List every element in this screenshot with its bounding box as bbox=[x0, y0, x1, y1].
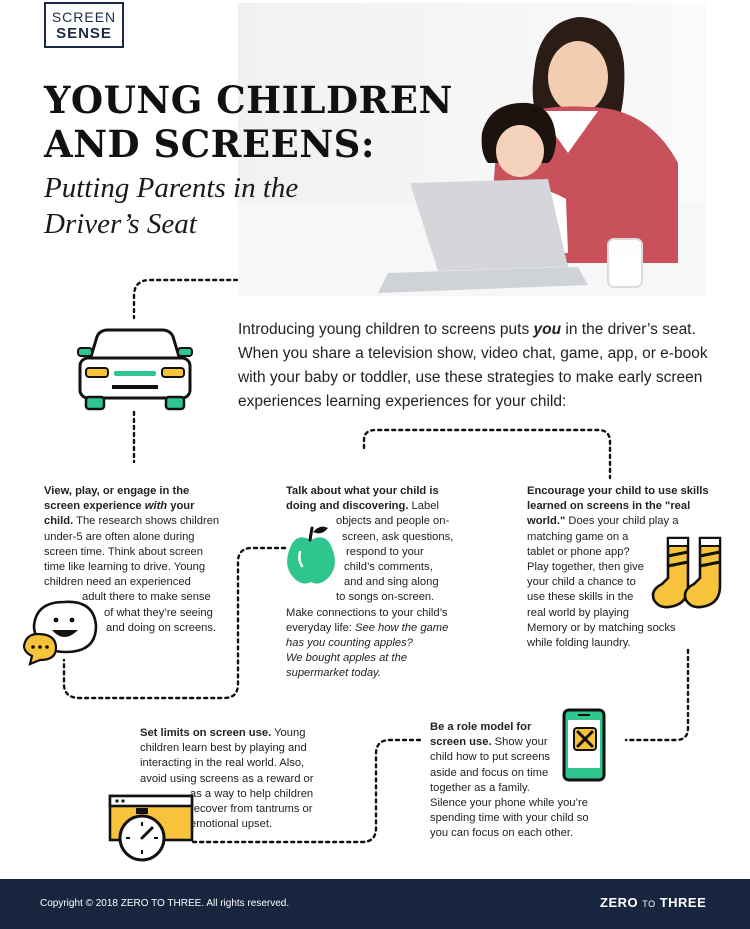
title-line-1: YOUNG CHILDREN bbox=[44, 78, 453, 122]
tip-enc-line-9: while folding laundry. bbox=[527, 637, 631, 650]
tip-view-head-3: your bbox=[167, 500, 195, 513]
tip-limits-line-5: as a way to help children bbox=[190, 787, 314, 800]
tip-model-line-3: aside and focus on time bbox=[430, 766, 549, 779]
tip-talk-line-3: screen, ask questions, bbox=[342, 530, 454, 543]
tip-limits-line-6: recover from tantrums or bbox=[190, 803, 313, 816]
tip-view-line-1-row bbox=[44, 514, 244, 529]
tip-talk-head-2: doing and discovering. bbox=[286, 500, 409, 513]
tip-enc-line-2: matching game on a bbox=[527, 530, 629, 543]
tip-limits-head: Set limits on screen use. bbox=[140, 727, 272, 739]
brand-name bbox=[600, 895, 706, 910]
tip-view-head-4: child. bbox=[44, 515, 74, 528]
tip-talk-row-2 bbox=[286, 499, 486, 514]
brand-name-c: THREE bbox=[659, 895, 707, 910]
tip-view-play bbox=[44, 484, 244, 636]
tip-view-line-5: children need an experienced bbox=[44, 576, 191, 589]
tip-model-line-1: Show your bbox=[491, 736, 548, 749]
tip-enc-head-1: Encourage your child to use skills bbox=[527, 485, 709, 497]
tip-talk-head-1: Talk about what your child is bbox=[286, 485, 439, 497]
tip-model-line-2: child how to put screens bbox=[430, 751, 551, 764]
subtitle-line-2: Driver’s Seat bbox=[44, 208, 197, 240]
logo-line-2: SENSE bbox=[56, 25, 112, 42]
tip-talk-italic-2: has you counting apples? bbox=[286, 637, 413, 650]
tip-talk-line-9: everyday life: bbox=[286, 621, 356, 634]
tip-limits-line-3: interacting in the real world. Also, bbox=[140, 757, 305, 770]
tip-enc-line-6: use these skills in the bbox=[527, 591, 634, 604]
tip-talk-line-6: and and sing along bbox=[344, 576, 439, 589]
tip-view-head-2-line bbox=[44, 499, 244, 514]
tip-enc-line-7: real world by playing bbox=[527, 606, 629, 619]
tip-enc-row-3 bbox=[527, 514, 737, 529]
tip-talk-line-5: child’s comments, bbox=[344, 561, 433, 574]
tip-view-line-8: and doing on screens. bbox=[106, 621, 217, 634]
tip-limits-row-1 bbox=[140, 726, 340, 741]
tip-view-line-1: The research shows children bbox=[73, 515, 220, 528]
tip-talk-line-2: objects and people on- bbox=[336, 515, 450, 528]
tip-model-head-1: Be a role model for bbox=[430, 721, 532, 733]
intro-part-1: Introducing young children to screens puts bbox=[238, 321, 534, 338]
logo-line-1: SCREEN bbox=[51, 9, 117, 25]
tip-model-head-2: screen use. bbox=[430, 736, 492, 749]
tip-talk-line-8: Make connections to your child’s bbox=[286, 606, 448, 619]
tip-view-head-2: screen experience bbox=[44, 500, 145, 513]
page-subtitle bbox=[44, 170, 394, 242]
tip-model-line-7: you can focus on each other. bbox=[430, 827, 574, 840]
tip-view-line-6: adult there to make sense bbox=[82, 591, 211, 604]
tip-enc-head-2: learned on screens in the "real bbox=[527, 500, 691, 513]
tip-view-line-4: time like learning to drive. Young bbox=[44, 561, 206, 574]
tip-view-head-emph: with bbox=[144, 500, 168, 513]
tip-limits-line-2: children learn best by playing and bbox=[140, 742, 307, 755]
tip-model-line-4: together as a family. bbox=[430, 781, 530, 794]
tip-talk-italic-3: We bought apples at the bbox=[286, 652, 408, 665]
intro-paragraph bbox=[238, 318, 708, 414]
tip-view-line-3: screen time. Think about screen bbox=[44, 545, 203, 558]
tip-limits-line-1: Young bbox=[271, 727, 306, 739]
tip-model-line-6: spending time with your child so bbox=[430, 812, 589, 825]
tip-enc-line-4: Play together, then give bbox=[527, 561, 644, 574]
tip-model-line-5: Silence your phone while you’re bbox=[430, 797, 588, 810]
tip-enc-line-8: Memory or by matching socks bbox=[527, 621, 676, 634]
tip-talk-line-1: Label bbox=[408, 500, 439, 513]
tip-enc-head-3: world." bbox=[527, 515, 566, 528]
tip-talk-line-9-row bbox=[286, 621, 486, 636]
tip-talk-italic-1: See how the game bbox=[355, 621, 449, 634]
page-title bbox=[44, 78, 464, 166]
tip-role-model bbox=[430, 720, 610, 842]
tip-talk-about bbox=[286, 484, 486, 682]
copyright-text: Copyright © 2018 ZERO TO THREE. All rights reserved. bbox=[40, 898, 290, 909]
car-icon bbox=[78, 330, 192, 409]
brand-name-b: TO bbox=[642, 899, 656, 909]
tip-view-line-7: of what they’re seeing bbox=[104, 606, 213, 619]
tip-enc-line-3: tablet or phone app? bbox=[527, 545, 630, 558]
brand-name-a: ZERO bbox=[600, 895, 639, 910]
tip-talk-line-4: respond to your bbox=[346, 545, 424, 558]
tip-view-head-1: View, play, or engage in the bbox=[44, 485, 190, 497]
title-line-2: AND SCREENS: bbox=[44, 122, 376, 166]
tip-limits-line-4: avoid using screens as a reward or bbox=[140, 772, 314, 785]
tip-encourage bbox=[527, 484, 737, 651]
screen-sense-logo bbox=[44, 2, 124, 48]
tip-enc-line-5: your child a chance to bbox=[527, 576, 636, 589]
tip-talk-italic-4: supermarket today. bbox=[286, 667, 381, 680]
tip-enc-line-1: Does your child play a bbox=[565, 515, 679, 528]
tip-model-row-2 bbox=[430, 735, 610, 750]
tip-set-limits bbox=[140, 726, 340, 832]
tip-limits-line-7: emotional upset. bbox=[190, 818, 273, 831]
subtitle-line-1: Putting Parents in the bbox=[44, 172, 299, 204]
tip-view-line-2: under-5 are often alone during bbox=[44, 530, 195, 543]
tip-talk-line-7: to songs on-screen. bbox=[336, 591, 435, 604]
intro-emphasis: you bbox=[533, 321, 562, 338]
intro-part-2: in the driver’s seat. When you share a television show, video chat, game, app, or e-book with your baby or toddler, use these strategies to make early screen experiences learning experiences for your child: bbox=[238, 321, 708, 410]
